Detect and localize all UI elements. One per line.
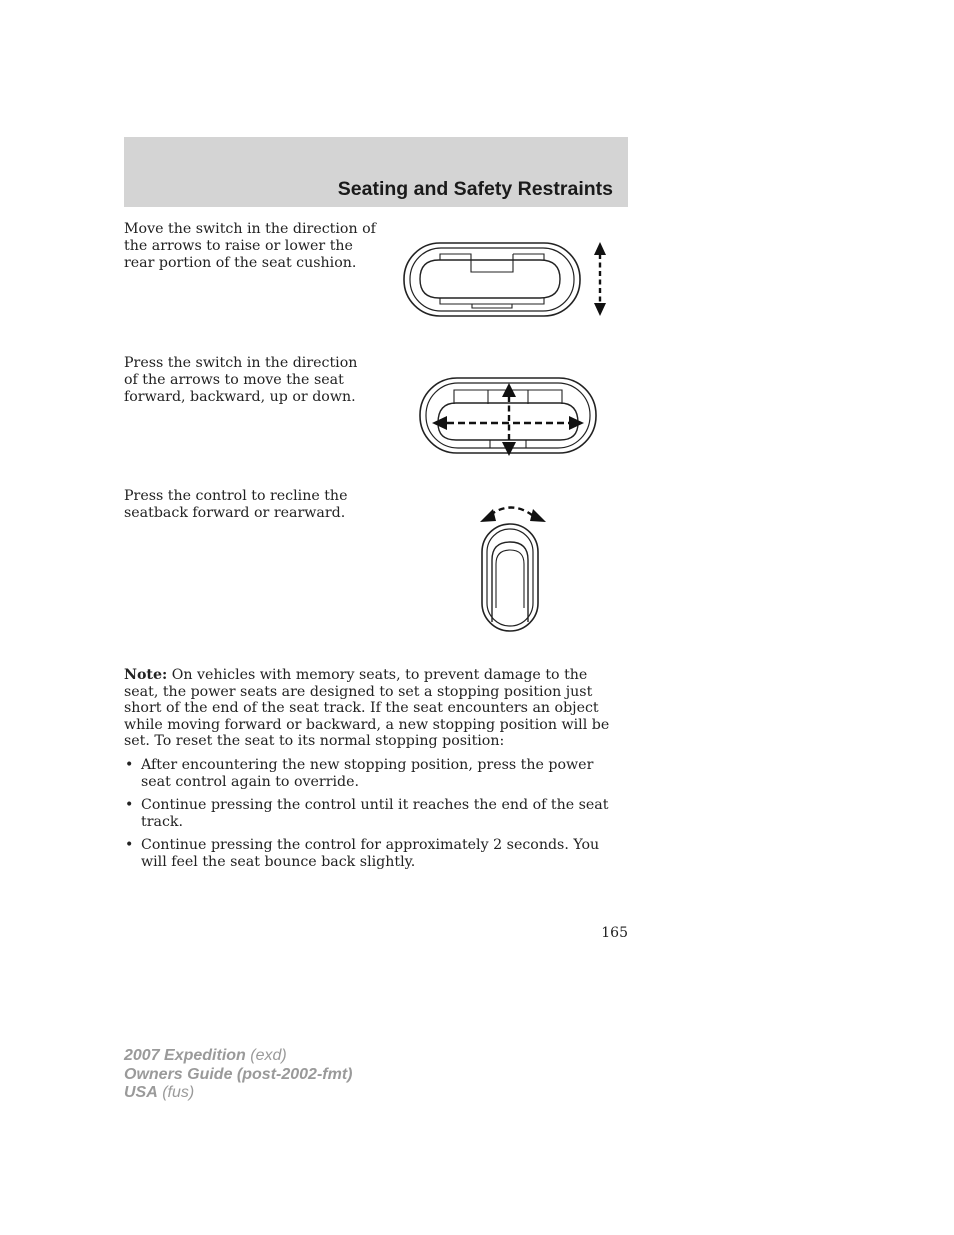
rear-cushion-switch-up-down-arrow-icon [398,238,614,320]
footer-line-region [124,1084,352,1103]
list-item-text: Continue pressing the control until it reaches the end of the seat track. [141,797,609,830]
footer-region-code: (fus) [157,1084,195,1101]
list-item [124,797,624,830]
list-item-text: After encountering the new stopping position, press the power seat control again to override. [141,757,594,790]
page-number: 165 [601,925,628,941]
list-item [124,757,624,790]
footer-model: 2007 Expedition [124,1047,246,1064]
footer-line-guide [124,1066,352,1085]
list-item [124,837,624,870]
instruction-cushion-tilt: Move the switch in the direction of the arrows to raise or lower the rear portion of the seat cushion. [124,221,376,271]
reset-steps-list [124,757,624,877]
list-item-text: Continue pressing the control for approximately 2 seconds. You will feel the seat bounce back slightly. [141,837,600,870]
four-way-seat-switch-arrows-icon [414,376,604,458]
section-title: Seating and Safety Restraints [337,178,613,200]
bullet-icon: • [125,797,134,813]
section-header-band [124,137,628,207]
bullet-icon: • [125,757,134,773]
instruction-four-way-switch: Press the switch in the direction of the arrows to move the seat forward, backward, up or down. [124,355,358,405]
footer-region: USA [124,1084,158,1101]
recline-control-curved-arrow-icon [472,500,556,634]
note-label: Note: [124,667,168,683]
footer-model-code: (exd) [245,1047,287,1064]
note-text: On vehicles with memory seats, to prevent damage to the seat, the power seats are designed to set a stopping position just short of the end of the seat track. If the seat encounters an object while moving forward or backward, a new stopping position will be set. To reset the seat to its normal stopping position: [124,667,610,749]
document-footer [124,1047,352,1103]
memory-seat-note [124,667,624,750]
footer-line-model [124,1047,352,1066]
instruction-recline: Press the control to recline the seatback forward or rearward. [124,488,348,521]
bullet-icon: • [125,837,134,853]
footer-guide: Owners Guide (post-2002-fmt) [124,1065,353,1083]
